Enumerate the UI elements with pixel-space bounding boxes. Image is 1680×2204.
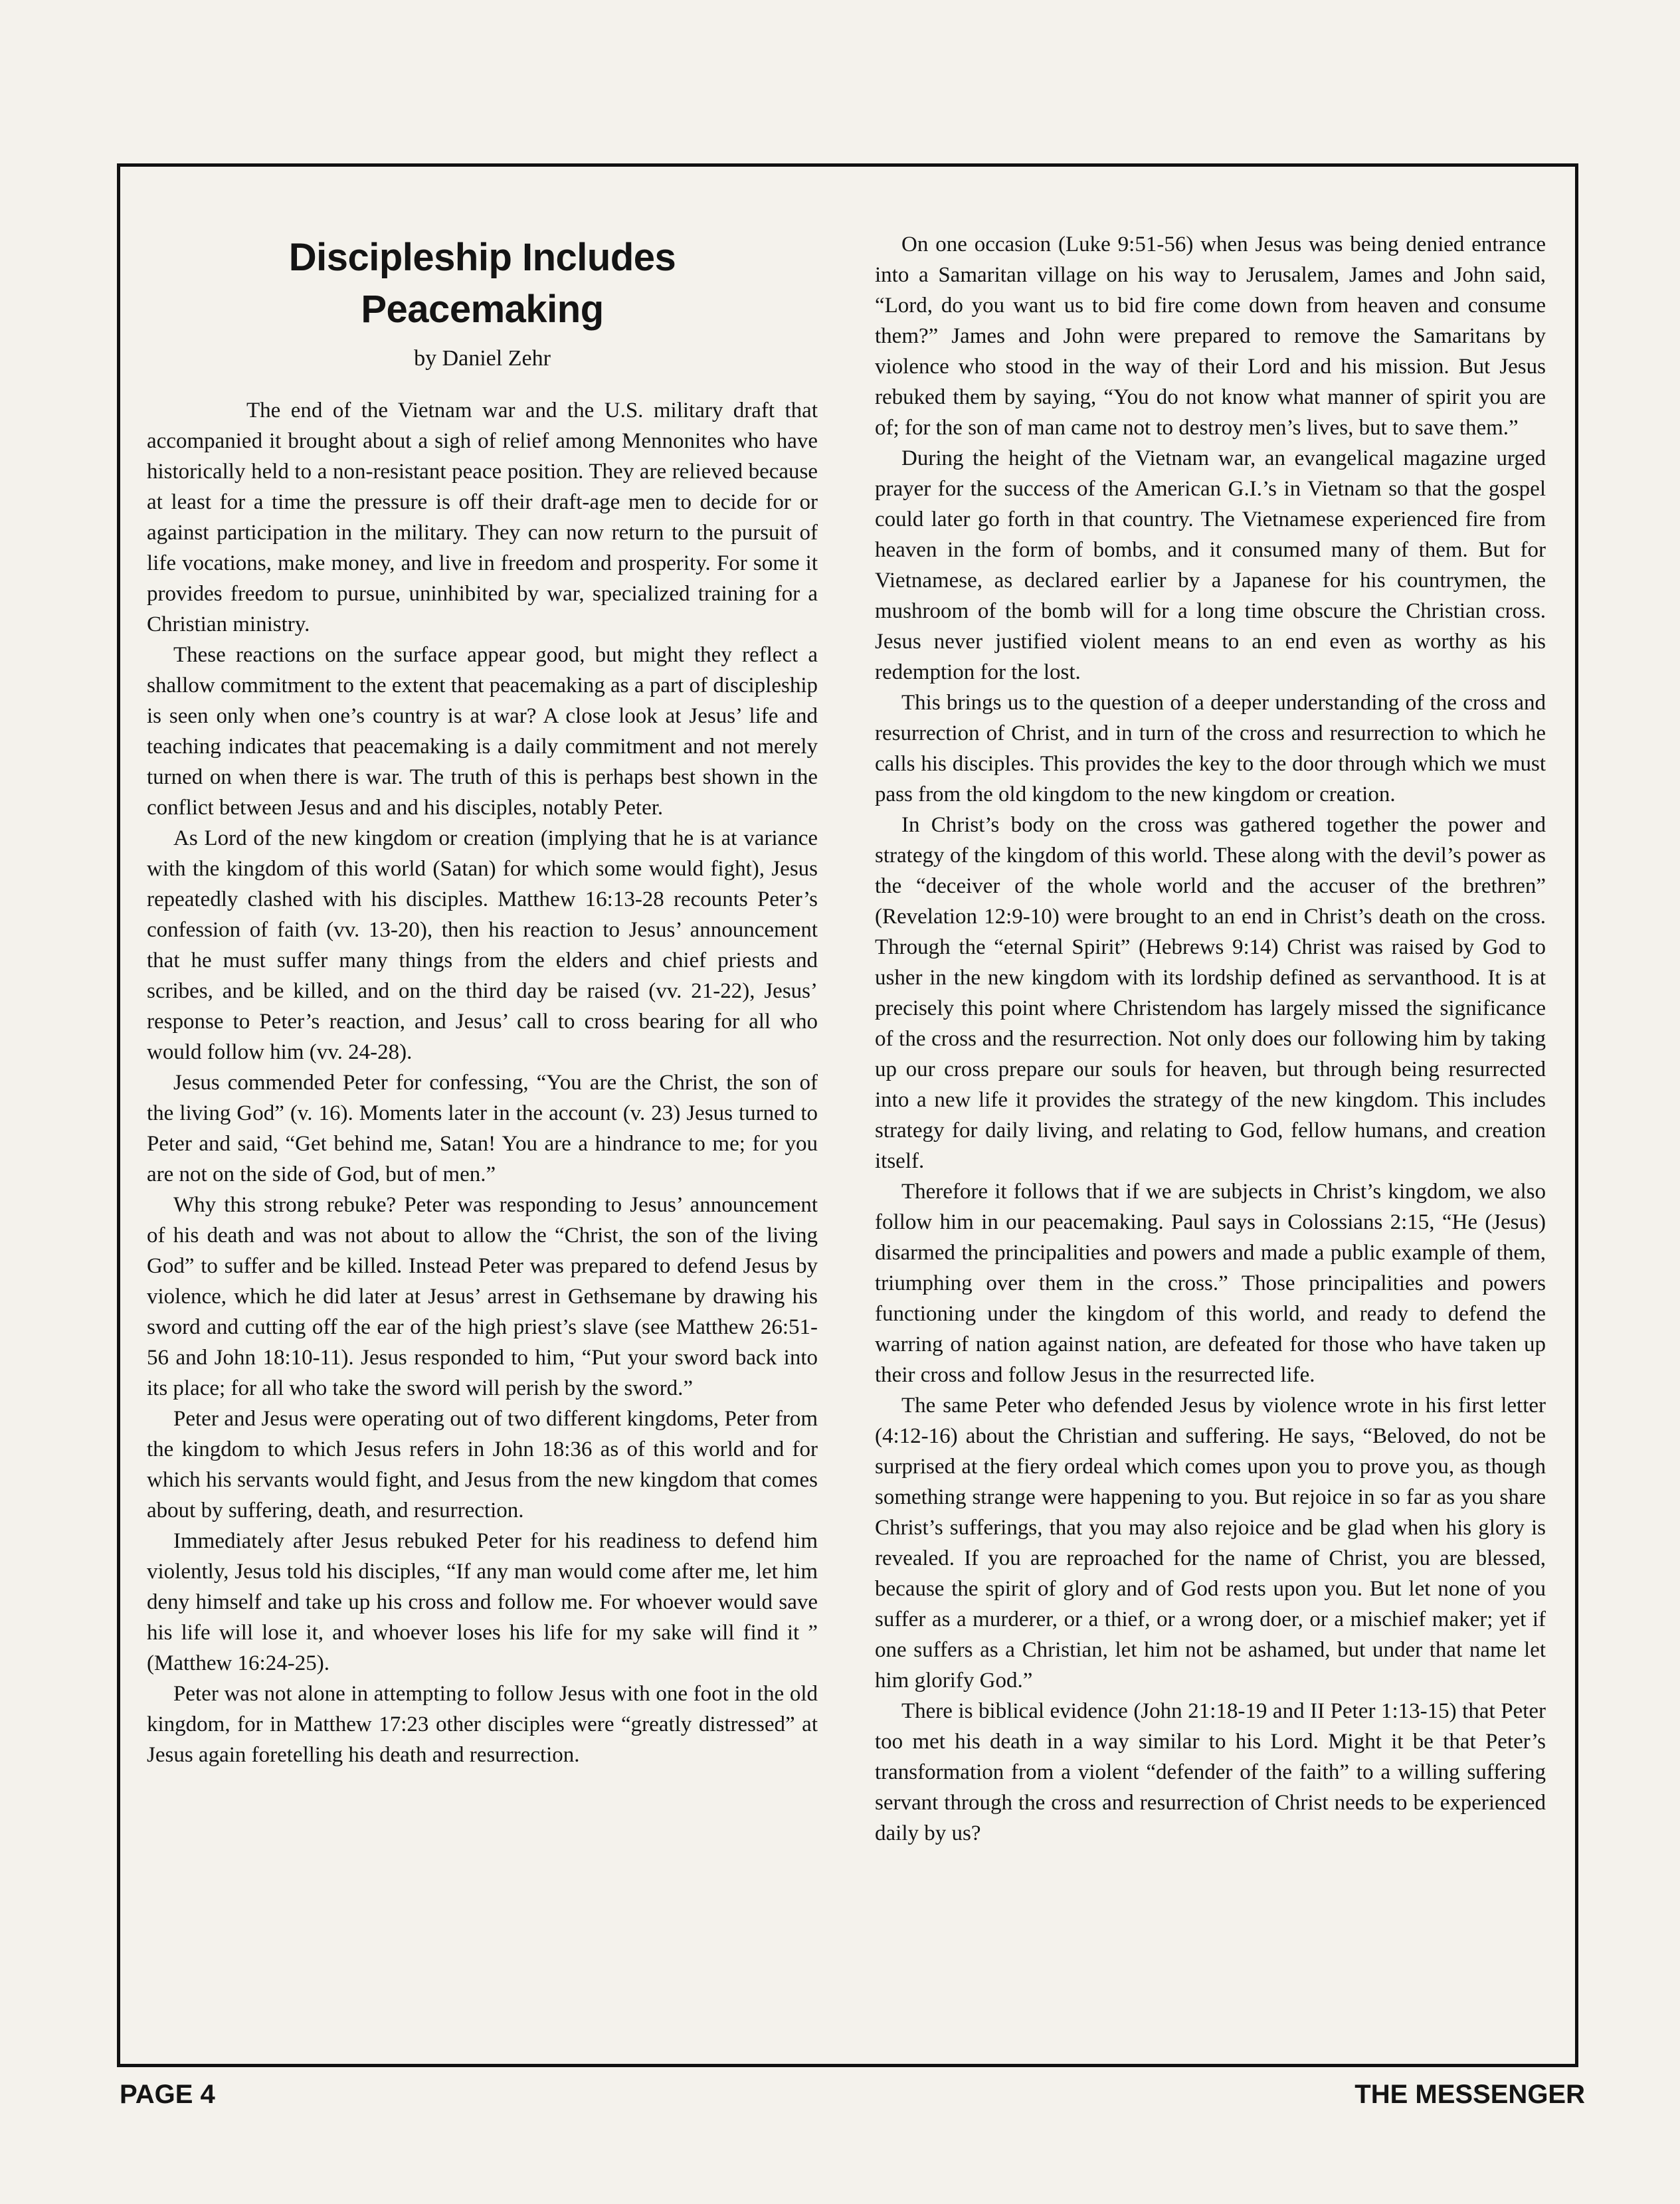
byline: by Daniel Zehr — [414, 346, 551, 371]
paragraph: The end of the Vietnam war and the U.S. military draft that accompanied it brought about a sigh of relief among Mennonites who have historically held to a non-resistant peace position. They are relieved because at least for a time the pressure is off their draft-age men to decide for or against participation in the military. They can now return to the pursuit of life vocations, make money, and live in freedom and prosperity. For some it provides freedom to pursue, uninhibited by war, specialized training for a Christian ministry. — [147, 399, 818, 636]
paragraph: As Lord of the new kingdom or creation (implying that he is at variance with the kingdom of this world (Satan) for which some would fight), Jesus repeatedly clashed with his disciples. Matthew 16:13-28 recounts Peter’s confession of faith (vv. 13-20), then his reaction to Jesus’ announcement that he must suffer many things from the elders and chief priests and scribes, and be killed, and on the third day be raised (vv. 21-22), Jesus’ response to Peter’s reaction, and Jesus’ call to cross bearing for all who would follow him (vv. 24-28). — [147, 826, 818, 1064]
left-column — [147, 232, 818, 1770]
title-line-1: Discipleship Includes — [288, 236, 676, 279]
paragraph: Peter was not alone in attempting to follow Jesus with one foot in the old kingdom, for in Matthew 17:23 other disciples were “greatly distressed” at Jesus again foretelling his death and resurrection. — [147, 1682, 818, 1767]
paragraph: On one occasion (Luke 9:51-56) when Jesus was being denied entrance into a Samaritan village on his way to Jerusalem, James and John said, “Lord, do you want us to bid fire come down from heaven and consume them?” James and John were prepared to remove the Samaritans by violence who stood in the way of their Lord and his mission. But Jesus rebuked them by saying, “You do not know what manner of spirit you are of; for the son of man came not to destroy men’s lives, but to save them.” — [875, 232, 1546, 440]
paragraph: Therefore it follows that if we are subjects in Christ’s kingdom, we also follow him in our peacemaking. Paul says in Colossians 2:15, “He (Jesus) disarmed the principalities and powers and made a public example of them, triumphing over them in the cross.” Those principalities and powers functioning under the kingdom of this world, and ready to defend the warring of nation against nation, are defeated for those who have taken up their cross and follow Jesus in the resurrected life. — [875, 1180, 1546, 1387]
title-line-2: Peacemaking — [361, 288, 604, 331]
paragraph: Peter and Jesus were operating out of two different kingdoms, Peter from the kingdom to which Jesus refers in John 18:36 as of this world and for which his servants would fight, and Jesus from the new kingdom that comes about by suffering, death, and resurrection. — [147, 1407, 818, 1522]
paragraph: In Christ’s body on the cross was gathered together the power and strategy of the kingdom of this world. These along with the devil’s power as the “deceiver of the whole world and the accuser of the brethren” (Revelation 12:9-10) were brought to an end in Christ’s death on the cross. Through the “eternal Spirit” (Hebrews 9:14) Christ was raised by God to usher in the new kingdom with its lordship defined as servanthood. It is at precisely this point where Christendom has largely missed the significance of the cross and the resurrection. Not only does our following him by taking up our cross prepare our souls for heaven, but through being resurrected into a new life it provides the strategy of the new kingdom. This includes strategy for daily living, and relating to God, fellow humans, and creation itself. — [875, 813, 1546, 1173]
article-frame — [117, 163, 1578, 2067]
paragraph: There is biblical evidence (John 21:18-19 and II Peter 1:13-15) that Peter too met his death in a way similar to his Lord. Might it be that Peter’s transformation from a violent “defender of the faith” to a willing suffering servant through the cross and resurrection of Christ needs to be experienced daily by us? — [875, 1699, 1546, 1845]
paragraph: This brings us to the question of a deeper understanding of the cross and resurrection of Christ, and in turn of the cross and resurrection to which he calls his disciples. This provides the key to the door through which we must pass from the old kingdom to the new kingdom or creation. — [875, 691, 1546, 806]
paragraph: Immediately after Jesus rebuked Peter for his readiness to defend him violently, Jesus told his disciples, “If any man would come after me, let him deny himself and take up his cross and follow me. For whoever would save his life will lose it, and whoever loses his life for my sake will find it ” (Matthew 16:24-25). — [147, 1529, 818, 1675]
paragraph: During the height of the Vietnam war, an evangelical magazine urged prayer for the success of the American G.I.’s in Vietnam so that the gospel could later go forth in that country. The Vietnamese experienced fire from heaven in the form of bombs, and it consumed many of them. But for Vietnamese, as declared earlier by a Japanese for his countrymen, the mushroom of the bomb will for a long time obscure the Christian cross. Jesus never justified violent means to an end even as worthy as his redemption for the lost. — [875, 446, 1546, 684]
paragraph: These reactions on the surface appear good, but might they reflect a shallow commitment to the extent that peacemaking as a part of discipleship is seen only when one’s country is at war? A close look at Jesus’ life and teaching indicates that peacemaking is a daily commitment and not merely turned on when there is war. The truth of this is perhaps best shown in the conflict between Jesus and and his disciples, notably Peter. — [147, 643, 818, 820]
paragraph: Jesus commended Peter for confessing, “You are the Christ, the son of the living God” (v. 16). Moments later in the account (v. 23) Jesus turned to Peter and said, “Get behind me, Satan! You are a hindrance to me; for you are not on the side of God, but of men.” — [147, 1071, 818, 1186]
publication-name: THE MESSENGER — [1354, 2080, 1585, 2109]
right-column — [875, 229, 1546, 1849]
article-title — [147, 232, 818, 335]
paragraph: Why this strong rebuke? Peter was responding to Jesus’ announcement of his death and was not about to allow the “Christ, the son of the living God” to suffer and be killed. Instead Peter was prepared to defend Jesus by violence, which he did later at Jesus’ arrest in Gethsemane by drawing his sword and cutting off the ear of the high priest’s slave (see Matthew 26:51-56 and John 18:10-11). Jesus responded to him, “Put your sword back into its place; for all who take the sword will perish by the sword.” — [147, 1193, 818, 1400]
page-number: PAGE 4 — [120, 2080, 215, 2109]
paragraph: The same Peter who defended Jesus by violence wrote in his first letter (4:12-16) about the Christian and suffering. He says, “Beloved, do not be surprised at the fiery ordeal which comes upon you to prove you, as though something strange were happening to you. But rejoice in so far as you share Christ’s sufferings, that you may also rejoice and be glad when his glory is revealed. If you are reproached for the name of Christ, you are blessed, because the spirit of glory and of God rests upon you. But let none of you suffer as a murderer, or a thief, or a wrong doer, or a mischief maker; yet if one suffers as a Christian, let him not be ashamed, but under that name let him glorify God.” — [875, 1394, 1546, 1693]
